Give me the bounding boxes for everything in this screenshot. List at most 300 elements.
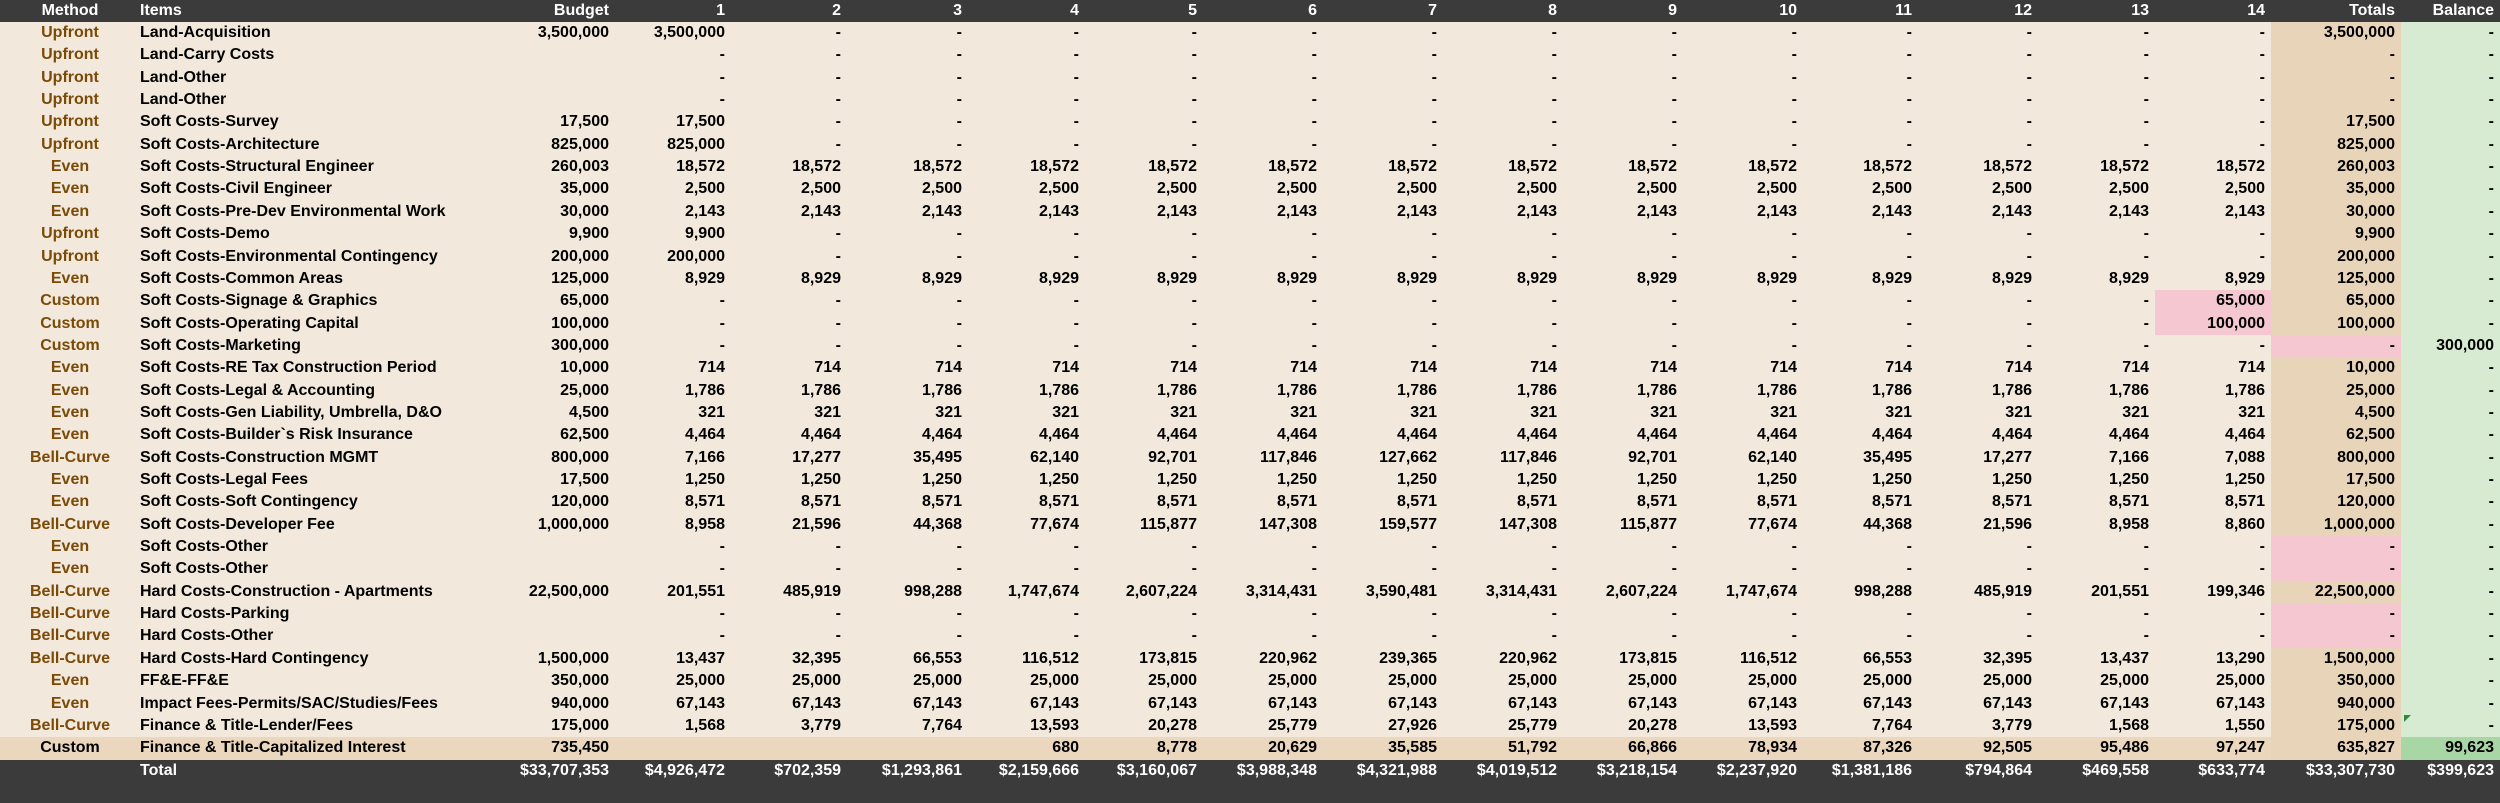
period-cell[interactable]: 21,596	[1983, 515, 2032, 533]
total-budget[interactable]: $33,707,353	[520, 761, 609, 779]
total-period-7[interactable]: $4,321,988	[1356, 761, 1437, 779]
method-cell[interactable]: Upfront	[41, 24, 99, 41]
period-cell[interactable]: 321	[1530, 403, 1557, 421]
item-cell[interactable]: Soft Costs-Architecture	[140, 135, 320, 153]
period-cell[interactable]: 18,572	[1863, 158, 1912, 176]
period-cell[interactable]: -	[719, 560, 725, 578]
period-cell[interactable]: -	[1906, 24, 1912, 41]
period-cell[interactable]: 321	[1650, 403, 1677, 421]
period-cell[interactable]: 714	[698, 359, 725, 377]
balance-cell[interactable]: 99,623	[2401, 737, 2500, 759]
period-cell[interactable]: -	[1791, 91, 1797, 109]
period-cell[interactable]: 8,778	[1156, 739, 1197, 757]
period-cell[interactable]: -	[1906, 314, 1912, 332]
period-cell[interactable]: 4,464	[1516, 426, 1557, 444]
period-cell[interactable]: -	[1431, 113, 1437, 131]
period-cell[interactable]: -	[1311, 247, 1317, 265]
period-cell[interactable]: 200,000	[667, 247, 725, 265]
period-cell[interactable]: 67,143	[1148, 694, 1197, 712]
period-cell[interactable]: -	[835, 560, 841, 578]
period-cell[interactable]: 97,247	[2216, 739, 2265, 757]
period-cell[interactable]: 173,815	[1139, 649, 1197, 667]
period-cell[interactable]: -	[1551, 91, 1557, 109]
period-cell[interactable]: 8,571	[1871, 493, 1912, 511]
period-cell[interactable]: -	[1073, 538, 1079, 556]
budget-cell[interactable]: 800,000	[551, 448, 609, 466]
period-cell[interactable]: -	[1906, 46, 1912, 64]
budget-cell[interactable]: 22,500,000	[528, 582, 609, 600]
period-cell[interactable]: 714	[1290, 359, 1317, 377]
period-cell[interactable]: -	[2143, 538, 2149, 556]
period-cell[interactable]: 7,088	[2224, 448, 2265, 466]
period-cell[interactable]: 8,958	[2108, 515, 2149, 533]
period-cell[interactable]: -	[1906, 605, 1912, 623]
period-cell[interactable]: -	[1551, 68, 1557, 86]
period-cell[interactable]: 3,500,000	[653, 24, 725, 41]
period-cell[interactable]: -	[2026, 68, 2032, 86]
item-cell[interactable]: Soft Costs-RE Tax Construction Period	[140, 359, 437, 377]
item-cell[interactable]: Soft Costs-Legal & Accounting	[140, 381, 375, 399]
period-cell[interactable]: 8,571	[1516, 493, 1557, 511]
period-cell[interactable]: 714	[814, 359, 841, 377]
period-cell[interactable]: -	[719, 605, 725, 623]
method-cell[interactable]: Custom	[40, 292, 100, 310]
totals-cell[interactable]: -	[2389, 91, 2395, 109]
period-cell[interactable]: 25,000	[1748, 672, 1797, 690]
period-cell[interactable]: 116,512	[1022, 649, 1079, 667]
period-cell[interactable]: -	[1191, 336, 1197, 354]
period-cell[interactable]: -	[2143, 24, 2149, 41]
period-cell[interactable]: 8,571	[2224, 493, 2265, 511]
period-cell[interactable]: 1,786	[1276, 381, 1317, 399]
period-cell[interactable]: -	[956, 605, 962, 623]
balance-cell[interactable]: -	[2488, 403, 2494, 421]
period-cell[interactable]: 485,919	[1974, 582, 2032, 600]
period-cell[interactable]: -	[2143, 135, 2149, 153]
totals-cell[interactable]: 350,000	[2337, 672, 2395, 690]
period-cell[interactable]: -	[2259, 68, 2265, 86]
total-period-1[interactable]: $4,926,472	[644, 761, 725, 779]
budget-cell[interactable]: 17,500	[560, 471, 609, 488]
budget-cell[interactable]: 62,500	[560, 426, 609, 444]
period-cell[interactable]: 95,486	[2100, 739, 2149, 757]
item-cell[interactable]: Land-Carry Costs	[140, 46, 275, 64]
totals-cell[interactable]: 4,500	[2354, 403, 2395, 421]
balance-cell[interactable]: -	[2488, 269, 2494, 287]
period-cell[interactable]: 1,786	[1871, 381, 1912, 399]
period-cell[interactable]: -	[2143, 314, 2149, 332]
total-totals[interactable]: $33,307,730	[2306, 761, 2395, 779]
period-cell[interactable]: 4,464	[1871, 426, 1912, 444]
method-cell[interactable]: Even	[50, 560, 90, 578]
period-cell[interactable]: -	[2026, 605, 2032, 623]
period-cell[interactable]: 117,846	[1260, 448, 1317, 466]
method-cell[interactable]: Custom	[40, 739, 100, 757]
period-cell[interactable]: -	[1791, 627, 1797, 645]
period-cell[interactable]: -	[1791, 24, 1797, 41]
totals-cell[interactable]: 25,000	[2346, 381, 2395, 399]
totals-cell[interactable]: 1,000,000	[2323, 515, 2395, 533]
period-cell[interactable]: -	[956, 46, 962, 64]
period-cell[interactable]: -	[2143, 91, 2149, 109]
period-cell[interactable]: -	[2143, 605, 2149, 623]
balance-cell[interactable]: -	[2488, 471, 2494, 488]
period-cell[interactable]: 8,929	[800, 269, 841, 287]
balance-cell[interactable]: -	[2488, 716, 2494, 734]
method-cell[interactable]: Upfront	[41, 91, 99, 109]
period-cell[interactable]: 1,786	[2108, 381, 2149, 399]
totals-cell[interactable]: 125,000	[2337, 269, 2395, 287]
period-cell[interactable]: -	[719, 538, 725, 556]
period-cell[interactable]: -	[1791, 135, 1797, 153]
period-cell[interactable]: -	[719, 336, 725, 354]
period-cell[interactable]: 1,568	[2108, 716, 2149, 734]
budget-cell[interactable]: 30,000	[560, 202, 609, 220]
period-cell[interactable]: 8,929	[1156, 269, 1197, 287]
period-cell[interactable]: -	[956, 24, 962, 41]
period-cell[interactable]: 21,596	[792, 515, 841, 533]
method-cell[interactable]: Upfront	[41, 68, 99, 86]
period-cell[interactable]: -	[1906, 336, 1912, 354]
period-cell[interactable]: 2,143	[2224, 202, 2265, 220]
period-cell[interactable]: -	[1551, 538, 1557, 556]
total-period-5[interactable]: $3,160,067	[1116, 761, 1197, 779]
totals-cell[interactable]: -	[2271, 536, 2401, 558]
period-cell[interactable]: -	[2143, 627, 2149, 645]
period-cell[interactable]: 714	[2122, 359, 2149, 377]
period-cell[interactable]: 35,495	[913, 448, 962, 466]
period-cell[interactable]: -	[2026, 314, 2032, 332]
totals-cell[interactable]: 175,000	[2337, 716, 2395, 734]
period-cell[interactable]: -	[835, 113, 841, 131]
balance-cell[interactable]: -	[2488, 426, 2494, 444]
period-cell[interactable]: 127,662	[1379, 448, 1437, 466]
period-cell[interactable]: 92,701	[1628, 448, 1677, 466]
period-cell[interactable]: -	[1191, 91, 1197, 109]
period-cell[interactable]: 998,288	[904, 582, 962, 600]
budget-cell[interactable]: 300,000	[551, 336, 609, 354]
total-period-13[interactable]: $469,558	[2082, 761, 2149, 779]
method-cell[interactable]: Even	[50, 202, 90, 220]
period-cell[interactable]: 1,786	[1636, 381, 1677, 399]
header-items[interactable]: Items	[140, 2, 182, 19]
period-cell[interactable]: 8,929	[1636, 269, 1677, 287]
period-cell[interactable]: 67,143	[792, 694, 841, 712]
item-cell[interactable]: Land-Other	[140, 68, 227, 86]
header-budget[interactable]: Budget	[553, 2, 609, 19]
header-period-3[interactable]: 3	[953, 2, 962, 19]
period-cell[interactable]: -	[719, 68, 725, 86]
period-cell[interactable]: 4,464	[1156, 426, 1197, 444]
item-cell[interactable]: Soft Costs-Other	[140, 538, 268, 556]
period-cell[interactable]: -	[1671, 225, 1677, 243]
period-cell[interactable]: 18,572	[1748, 158, 1797, 176]
period-cell[interactable]: 714	[2005, 359, 2032, 377]
period-cell[interactable]: 77,674	[1748, 515, 1797, 533]
period-cell[interactable]: -	[1671, 68, 1677, 86]
period-cell[interactable]: -	[1191, 68, 1197, 86]
header-period-8[interactable]: 8	[1548, 2, 1557, 19]
period-cell[interactable]: -	[1906, 68, 1912, 86]
period-cell[interactable]: 2,500	[2108, 180, 2149, 198]
period-cell[interactable]: -	[1551, 314, 1557, 332]
period-cell[interactable]: 115,877	[1620, 515, 1677, 533]
period-cell[interactable]: 4,464	[1991, 426, 2032, 444]
period-cell[interactable]: -	[1791, 68, 1797, 86]
period-cell[interactable]: -	[1906, 225, 1912, 243]
period-cell[interactable]: -	[2143, 68, 2149, 86]
period-cell[interactable]: -	[1073, 247, 1079, 265]
totals-cell[interactable]: 825,000	[2337, 135, 2395, 153]
period-cell[interactable]: -	[2026, 91, 2032, 109]
period-cell[interactable]: 8,571	[921, 493, 962, 511]
period-cell[interactable]: 2,143	[1756, 202, 1797, 220]
header-period-11[interactable]: 11	[1895, 2, 1912, 19]
period-cell[interactable]: 4,464	[2108, 426, 2149, 444]
header-balance[interactable]: Balance	[2432, 2, 2494, 19]
header-period-6[interactable]: 6	[1308, 2, 1317, 19]
period-cell[interactable]: -	[956, 68, 962, 86]
period-cell[interactable]: 67,143	[1388, 694, 1437, 712]
total-period-2[interactable]: $702,359	[774, 761, 841, 779]
period-cell[interactable]: -	[1191, 113, 1197, 131]
period-cell[interactable]: -	[1906, 135, 1912, 153]
period-cell[interactable]: -	[2026, 538, 2032, 556]
period-cell[interactable]: 67,143	[1863, 694, 1912, 712]
period-cell[interactable]: 7,764	[921, 716, 962, 734]
period-cell[interactable]: -	[956, 225, 962, 243]
totals-cell[interactable]: -	[2271, 603, 2401, 625]
period-cell[interactable]: -	[1311, 336, 1317, 354]
totals-cell[interactable]: 260,003	[2337, 158, 2395, 176]
period-cell[interactable]: -	[1311, 46, 1317, 64]
period-cell[interactable]: 67,143	[2100, 694, 2149, 712]
header-totals[interactable]: Totals	[2349, 2, 2395, 19]
period-cell[interactable]: 8,571	[1636, 493, 1677, 511]
period-cell[interactable]: 25,000	[1508, 672, 1557, 690]
total-period-14[interactable]: $633,774	[2198, 761, 2265, 779]
period-cell[interactable]: 67,143	[913, 694, 962, 712]
period-cell[interactable]: 680	[1052, 739, 1079, 757]
period-cell[interactable]: 32,395	[792, 649, 841, 667]
period-cell[interactable]: 8,571	[1396, 493, 1437, 511]
period-cell[interactable]: 87,326	[1863, 739, 1912, 757]
period-cell[interactable]: 67,143	[1628, 694, 1677, 712]
header-period-14[interactable]: 14	[2247, 2, 2265, 19]
period-cell[interactable]: 714	[1530, 359, 1557, 377]
period-cell[interactable]: 321	[2238, 403, 2265, 421]
period-cell[interactable]: 4,464	[1396, 426, 1437, 444]
balance-cell[interactable]: -	[2488, 649, 2494, 667]
period-cell[interactable]: 4,464	[1636, 426, 1677, 444]
period-cell[interactable]: -	[1191, 225, 1197, 243]
period-cell[interactable]: -	[1671, 113, 1677, 131]
item-cell[interactable]: Soft Costs-Legal Fees	[140, 471, 309, 488]
period-cell[interactable]: -	[1551, 24, 1557, 41]
method-cell[interactable]: Bell-Curve	[29, 605, 111, 623]
period-cell[interactable]: 321	[1885, 403, 1912, 421]
item-cell[interactable]: Soft Costs-Environmental Contingency	[140, 247, 438, 265]
period-cell[interactable]: 1,250	[1276, 471, 1317, 488]
period-cell[interactable]: 66,866	[1628, 739, 1677, 757]
item-cell[interactable]: Soft Costs-Survey	[140, 113, 279, 131]
period-cell[interactable]: 25,000	[2216, 672, 2265, 690]
period-cell[interactable]: 7,166	[684, 448, 725, 466]
budget-cell[interactable]: 3,500,000	[537, 24, 609, 41]
period-cell[interactable]: 13,593	[1030, 716, 1079, 734]
period-cell[interactable]: -	[956, 538, 962, 556]
period-cell[interactable]: 4,464	[800, 426, 841, 444]
period-cell[interactable]: -	[835, 605, 841, 623]
period-cell[interactable]: 2,607,224	[1125, 582, 1197, 600]
budget-cell[interactable]: 125,000	[551, 269, 609, 287]
totals-cell[interactable]: 1,500,000	[2323, 649, 2395, 667]
period-cell[interactable]: 147,308	[1499, 515, 1557, 533]
period-cell[interactable]: -	[956, 247, 962, 265]
period-cell[interactable]: 25,000	[676, 672, 725, 690]
period-cell[interactable]: -	[1671, 247, 1677, 265]
item-cell[interactable]: Land-Other	[140, 91, 227, 109]
period-cell[interactable]: -	[1906, 538, 1912, 556]
period-cell[interactable]: -	[956, 292, 962, 310]
period-cell[interactable]: -	[1431, 627, 1437, 645]
balance-cell[interactable]: -	[2488, 292, 2494, 310]
balance-cell[interactable]: -	[2488, 515, 2494, 533]
period-cell[interactable]: 8,571	[684, 493, 725, 511]
item-cell[interactable]: Soft Costs-Other	[140, 560, 268, 578]
period-cell[interactable]: -	[1551, 560, 1557, 578]
period-cell[interactable]: -	[835, 46, 841, 64]
period-cell[interactable]: -	[835, 292, 841, 310]
period-cell[interactable]: -	[1551, 135, 1557, 153]
method-cell[interactable]: Upfront	[41, 113, 99, 131]
period-cell[interactable]: 25,000	[2100, 672, 2149, 690]
totals-cell[interactable]: 30,000	[2346, 202, 2395, 220]
period-cell[interactable]: 321	[814, 403, 841, 421]
period-cell[interactable]: -	[1311, 68, 1317, 86]
item-cell[interactable]: Hard Costs-Construction - Apartments	[140, 582, 433, 600]
period-cell[interactable]: -	[1791, 538, 1797, 556]
period-cell[interactable]: -	[1906, 292, 1912, 310]
total-period-8[interactable]: $4,019,512	[1476, 761, 1557, 779]
period-cell[interactable]: 92,505	[1983, 739, 2032, 757]
period-cell[interactable]: -	[1431, 605, 1437, 623]
totals-cell[interactable]: 800,000	[2337, 448, 2395, 466]
period-cell[interactable]: -	[2259, 560, 2265, 578]
period-cell[interactable]: 714	[1770, 359, 1797, 377]
item-cell[interactable]: Soft Costs-Structural Engineer	[140, 158, 374, 176]
total-period-12[interactable]: $794,864	[1965, 761, 2032, 779]
period-cell[interactable]: -	[1311, 538, 1317, 556]
totals-cell[interactable]: 635,827	[2271, 737, 2401, 759]
method-cell[interactable]: Bell-Curve	[29, 582, 111, 600]
period-cell[interactable]: -	[2026, 225, 2032, 243]
period-cell[interactable]: 25,000	[1148, 672, 1197, 690]
period-cell[interactable]: 321	[1410, 403, 1437, 421]
period-cell[interactable]	[620, 737, 731, 759]
period-cell[interactable]: 825,000	[667, 135, 725, 153]
period-cell[interactable]: 239,365	[1379, 649, 1437, 667]
method-cell[interactable]: Even	[50, 269, 90, 287]
budget-cell[interactable]	[515, 558, 615, 580]
balance-cell[interactable]: -	[2488, 381, 2494, 399]
period-cell[interactable]: 1,786	[1991, 381, 2032, 399]
method-cell[interactable]: Even	[50, 180, 90, 198]
period-cell[interactable]: -	[1791, 225, 1797, 243]
budget-cell[interactable]: 1,000,000	[537, 515, 609, 533]
period-cell[interactable]: -	[956, 113, 962, 131]
period-cell[interactable]: -	[1073, 68, 1079, 86]
period-cell[interactable]: 78,934	[1748, 739, 1797, 757]
period-cell[interactable]: 4,464	[2224, 426, 2265, 444]
period-cell[interactable]: 67,143	[1983, 694, 2032, 712]
period-cell[interactable]: -	[2259, 247, 2265, 265]
period-cell[interactable]: 2,500	[1516, 180, 1557, 198]
method-cell[interactable]: Bell-Curve	[29, 716, 111, 734]
totals-cell[interactable]: 940,000	[2337, 694, 2395, 712]
period-cell[interactable]: -	[1191, 538, 1197, 556]
period-cell[interactable]: -	[835, 225, 841, 243]
period-cell[interactable]: -	[2026, 135, 2032, 153]
period-cell[interactable]: -	[1551, 225, 1557, 243]
period-cell[interactable]: -	[2026, 560, 2032, 578]
period-cell[interactable]: -	[1191, 292, 1197, 310]
period-cell[interactable]: -	[1311, 225, 1317, 243]
period-cell[interactable]: 1,250	[1038, 471, 1079, 488]
item-cell[interactable]: Soft Costs-Builder`s Risk Insurance	[140, 426, 413, 444]
method-cell[interactable]: Even	[50, 403, 90, 421]
period-cell[interactable]: 2,607,224	[1605, 582, 1677, 600]
period-cell[interactable]: 25,000	[1388, 672, 1437, 690]
period-cell[interactable]: 714	[1170, 359, 1197, 377]
budget-cell[interactable]: 200,000	[551, 247, 609, 265]
budget-cell[interactable]: 17,500	[560, 113, 609, 131]
period-cell[interactable]: 35,495	[1863, 448, 1912, 466]
period-cell[interactable]: 2,143	[1276, 202, 1317, 220]
method-cell[interactable]: Upfront	[41, 135, 99, 153]
method-cell[interactable]: Even	[50, 493, 90, 511]
period-cell[interactable]: -	[1671, 46, 1677, 64]
period-cell[interactable]: -	[1791, 113, 1797, 131]
period-cell[interactable]: 100,000	[2155, 313, 2271, 335]
period-cell[interactable]: -	[2143, 46, 2149, 64]
balance-cell[interactable]: -	[2488, 158, 2494, 176]
period-cell[interactable]: -	[1073, 46, 1079, 64]
totals-cell[interactable]: 22,500,000	[2314, 582, 2395, 600]
period-cell[interactable]: 3,314,431	[1485, 582, 1557, 600]
method-cell[interactable]: Even	[50, 471, 90, 488]
totals-cell[interactable]: -	[2389, 68, 2395, 86]
item-cell[interactable]: Soft Costs-Civil Engineer	[140, 180, 333, 198]
period-cell[interactable]: -	[1073, 225, 1079, 243]
item-cell[interactable]: Soft Costs-Pre-Dev Environmental Work	[140, 202, 446, 220]
period-cell[interactable]: -	[1191, 605, 1197, 623]
period-cell[interactable]: -	[1191, 24, 1197, 41]
header-method[interactable]: Method	[41, 2, 99, 19]
period-cell[interactable]: -	[1073, 91, 1079, 109]
budget-cell[interactable]	[515, 625, 615, 647]
period-cell[interactable]: 44,368	[1863, 515, 1912, 533]
balance-cell[interactable]: -	[2488, 113, 2494, 131]
period-cell[interactable]: 2,143	[1871, 202, 1912, 220]
period-cell[interactable]: -	[956, 135, 962, 153]
totals-cell[interactable]: -	[2271, 335, 2401, 357]
period-cell[interactable]: 13,437	[2100, 649, 2149, 667]
period-cell[interactable]: 220,962	[1259, 649, 1317, 667]
budget-cell[interactable]: 100,000	[551, 314, 609, 332]
period-cell[interactable]: 321	[1290, 403, 1317, 421]
item-cell[interactable]: Soft Costs-Developer Fee	[140, 515, 335, 533]
